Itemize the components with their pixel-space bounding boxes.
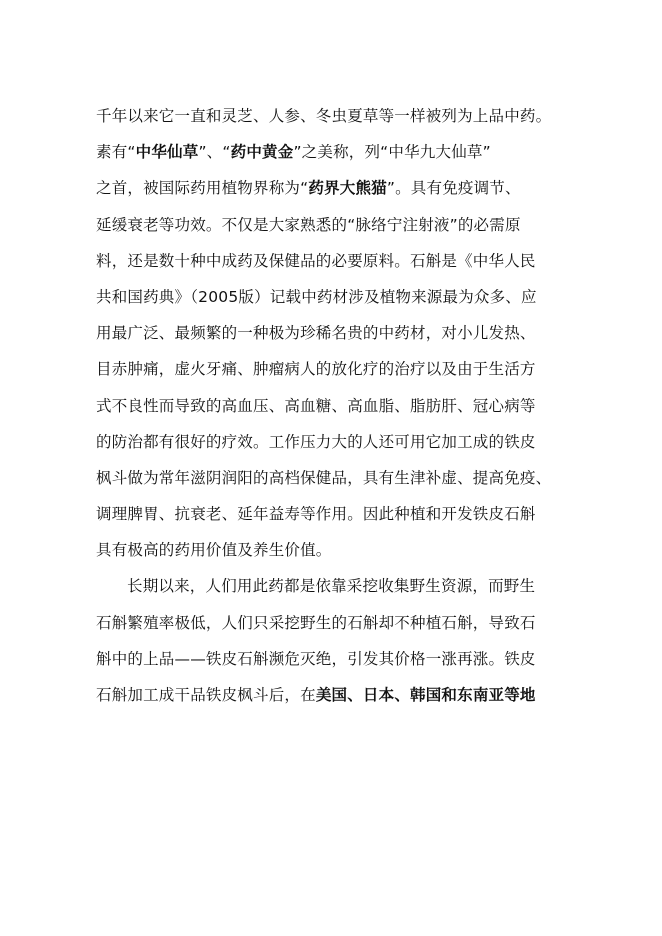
- text-segment: 式不良性而导致的高血压、高血糖、高血脂、脂肪肝、冠心病等: [96, 396, 536, 415]
- text-segment: 料，还是数十种中成药及保健品的必要原料。石斛是《中华人民: [96, 251, 536, 270]
- text-segment: 具有极高的药用价值及养生价值。: [96, 541, 332, 560]
- text-line: [96, 605, 570, 641]
- text-segment: 素有“: [96, 143, 136, 162]
- text-segment: 共和国药典》（2005版）记载中药材涉及植物来源最为众多、应: [96, 287, 537, 306]
- text-line: [96, 170, 570, 206]
- text-segment: ”、“: [198, 143, 231, 162]
- text-segment: 长期以来，人们用此药都是依靠采挖收集野生资源，而野生: [127, 577, 536, 596]
- text-line: [96, 388, 570, 424]
- text-line: [96, 351, 570, 387]
- text-segment: 石斛繁殖率极低，人们只采挖野生的石斛却不种植石斛，导致石: [96, 613, 536, 632]
- text-segment: ”。具有免疫调节、: [386, 179, 521, 198]
- text-segment: 之首，被国际药用植物界称为“: [96, 179, 309, 198]
- text-line: [96, 568, 570, 604]
- body-text: [96, 98, 570, 713]
- text-line: [96, 279, 570, 315]
- text-segment: 目赤肿痛，虚火牙痛、肿瘤病人的放化疗的治疗以及由于生活方: [96, 360, 536, 379]
- emphasized-text: 美国、日本、韩国和东南亚等地: [315, 686, 536, 704]
- text-line: [96, 134, 570, 170]
- text-line: [96, 207, 570, 243]
- text-segment: 枫斗做为常年滋阴润阳的高档保健品，具有生津补虚、提高免疫、: [96, 468, 552, 487]
- text-segment: 的防治都有很好的疗效。工作压力大的人还可用它加工成的铁皮: [96, 432, 536, 451]
- text-line: [96, 641, 570, 677]
- emphasized-text: 药中黄金: [230, 143, 294, 162]
- text-segment: 用最广泛、最频繁的一种极为珍稀名贵的中药材，对小儿发热、: [96, 324, 536, 343]
- text-line: [96, 677, 570, 713]
- text-segment: ”之美称，列“中华九大仙草”: [293, 143, 491, 162]
- text-segment: 调理脾胃、抗衰老、延年益寿等作用。因此种植和开发铁皮石斛: [96, 505, 536, 524]
- emphasized-text: 药界大熊猫: [308, 179, 387, 198]
- text-line: [96, 98, 570, 134]
- emphasized-text: 中华仙草: [135, 143, 199, 162]
- text-line: [96, 460, 570, 496]
- text-line: [96, 532, 570, 568]
- text-line: [96, 424, 570, 460]
- text-segment: 斛中的上品——铁皮石斛濒危灭绝，引发其价格一涨再涨。铁皮: [96, 649, 536, 668]
- text-line: [96, 243, 570, 279]
- text-segment: 石斛加工成干品铁皮枫斗后，在: [96, 686, 316, 704]
- text-segment: 千年以来它一直和灵芝、人参、冬虫夏草等一样被列为上品中药。: [96, 107, 552, 125]
- text-segment: 延缓衰老等功效。不仅是大家熟悉的“脉络宁注射液”的必需原: [96, 215, 521, 234]
- text-line: [96, 315, 570, 351]
- text-line: [96, 496, 570, 532]
